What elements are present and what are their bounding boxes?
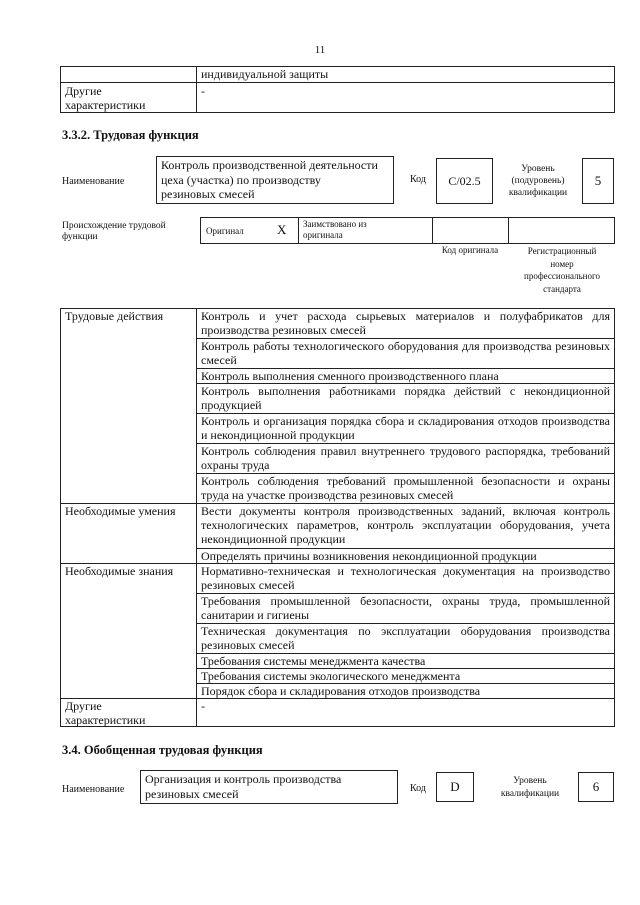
origin-label-line1: Происхождение трудовой [62,221,166,231]
page-number: 11 [314,44,326,56]
name-value-line1: Контроль производственной деятельности [161,158,378,172]
skill-item: Определять причины возникновения некондиционной продукции [201,549,537,563]
action-item: Контроль выполнения работниками порядка действий с некондиционной продукцией [201,384,610,412]
name-label-34: Наименование [62,784,125,795]
level-label-34-line2: квалификации [500,789,560,799]
other-value: - [201,84,205,98]
origin-label-line2: функции [62,232,98,242]
name-value-box [156,156,394,204]
skill-item: Вести документы контроля производственных заданий, включая контроль технологических параметров, контроль эксплуатации оборудования, учета некондиционной продукции [201,504,610,546]
name-value-34-line2: резиновых смесей [145,787,239,801]
reg-label-line1: Регистрационный [527,246,597,256]
continuation-text: индивидуальной защиты [201,67,329,81]
original-mark: X [277,222,287,237]
other-label-line2: характеристики [65,98,146,112]
action-item: Контроль и учет расхода сырьевых материалов и полуфабрикатов для производства резиновых смесей [201,309,610,337]
code-value: C/02.5 [436,158,493,204]
code-label-34: Код [410,783,426,794]
borrowed-label-line2: оригинала [303,230,343,240]
reg-label-line3: профессионального [524,271,600,281]
knowledge-label: Необходимые знания [65,564,174,578]
level-label-34 [490,775,570,801]
name-value-34-line1: Организация и контроль производства [145,772,342,786]
knowledge-item: Нормативно-техническая и технологическая документация на производство резиновых смесей [201,564,610,592]
level-label-line2: (подуровень) [511,176,565,186]
name-value-line2: цеха (участка) по производству [161,172,321,187]
other-label-line1: Другие [65,84,102,98]
knowledge-item: Порядок сбора и складирования отходов производства [201,684,481,698]
section-heading-34: 3.4. Обобщенная трудовая функция [62,743,263,757]
origin-table [200,217,615,244]
name-label: Наименование [62,176,125,187]
original-label: Оригинал [206,226,244,236]
code-label: Код [410,174,426,185]
action-item: Контроль работы технологического оборудования для производства резиновых смесей [201,339,610,367]
level-label-34-line1: Уровень [513,776,547,786]
actions-label: Трудовые действия [65,309,164,323]
knowledge-item: Требования системы менеджмента качества [201,654,426,668]
knowledge-item: Техническая документация по эксплуатации оборудования производства резиновых смесей [201,624,610,652]
level-value: 5 [582,158,614,204]
other-label-line2: характеристики [65,713,146,727]
code-original-label: Код оригинала [441,245,499,255]
reg-label-line4: стандарта [543,283,581,294]
knowledge-item: Требования системы экологического менеджмента [201,669,461,683]
section-heading-332: 3.3.2. Трудовая функция [62,128,199,142]
borrowed-label [303,219,367,241]
code-value-34: D [436,772,474,802]
other-label-line1: Другие [65,699,102,713]
other-value: - [201,699,205,713]
skills-label: Необходимые умения [65,504,176,518]
action-item: Контроль соблюдения требований промышленной безопасности и охраны труда на участке производства резиновых смесей [201,474,610,502]
level-label [498,163,578,199]
level-label-line3: квалификации [508,188,568,198]
origin-label [62,221,166,243]
name-value-line3: резиновых смесей [161,187,255,201]
level-value-34: 6 [578,772,614,802]
action-item: Контроль выполнения сменного производственного плана [201,369,499,383]
level-label-line1: Уровень [521,164,555,174]
name-value-box-34 [140,770,398,804]
action-item: Контроль соблюдения правил внутреннего трудового распорядка, требований охраны труда [201,444,610,472]
borrowed-label-line1: Заимствовано из [303,219,367,229]
reg-label-line2: номер [550,258,574,269]
action-item: Контроль и организация порядка сбора и складирования отходов производства и некондиционной продукции [201,414,610,442]
knowledge-item: Требования промышленной безопасности, охраны труда, промышленной санитарии и гигиены [201,594,610,622]
reg-number-label [510,245,614,295]
